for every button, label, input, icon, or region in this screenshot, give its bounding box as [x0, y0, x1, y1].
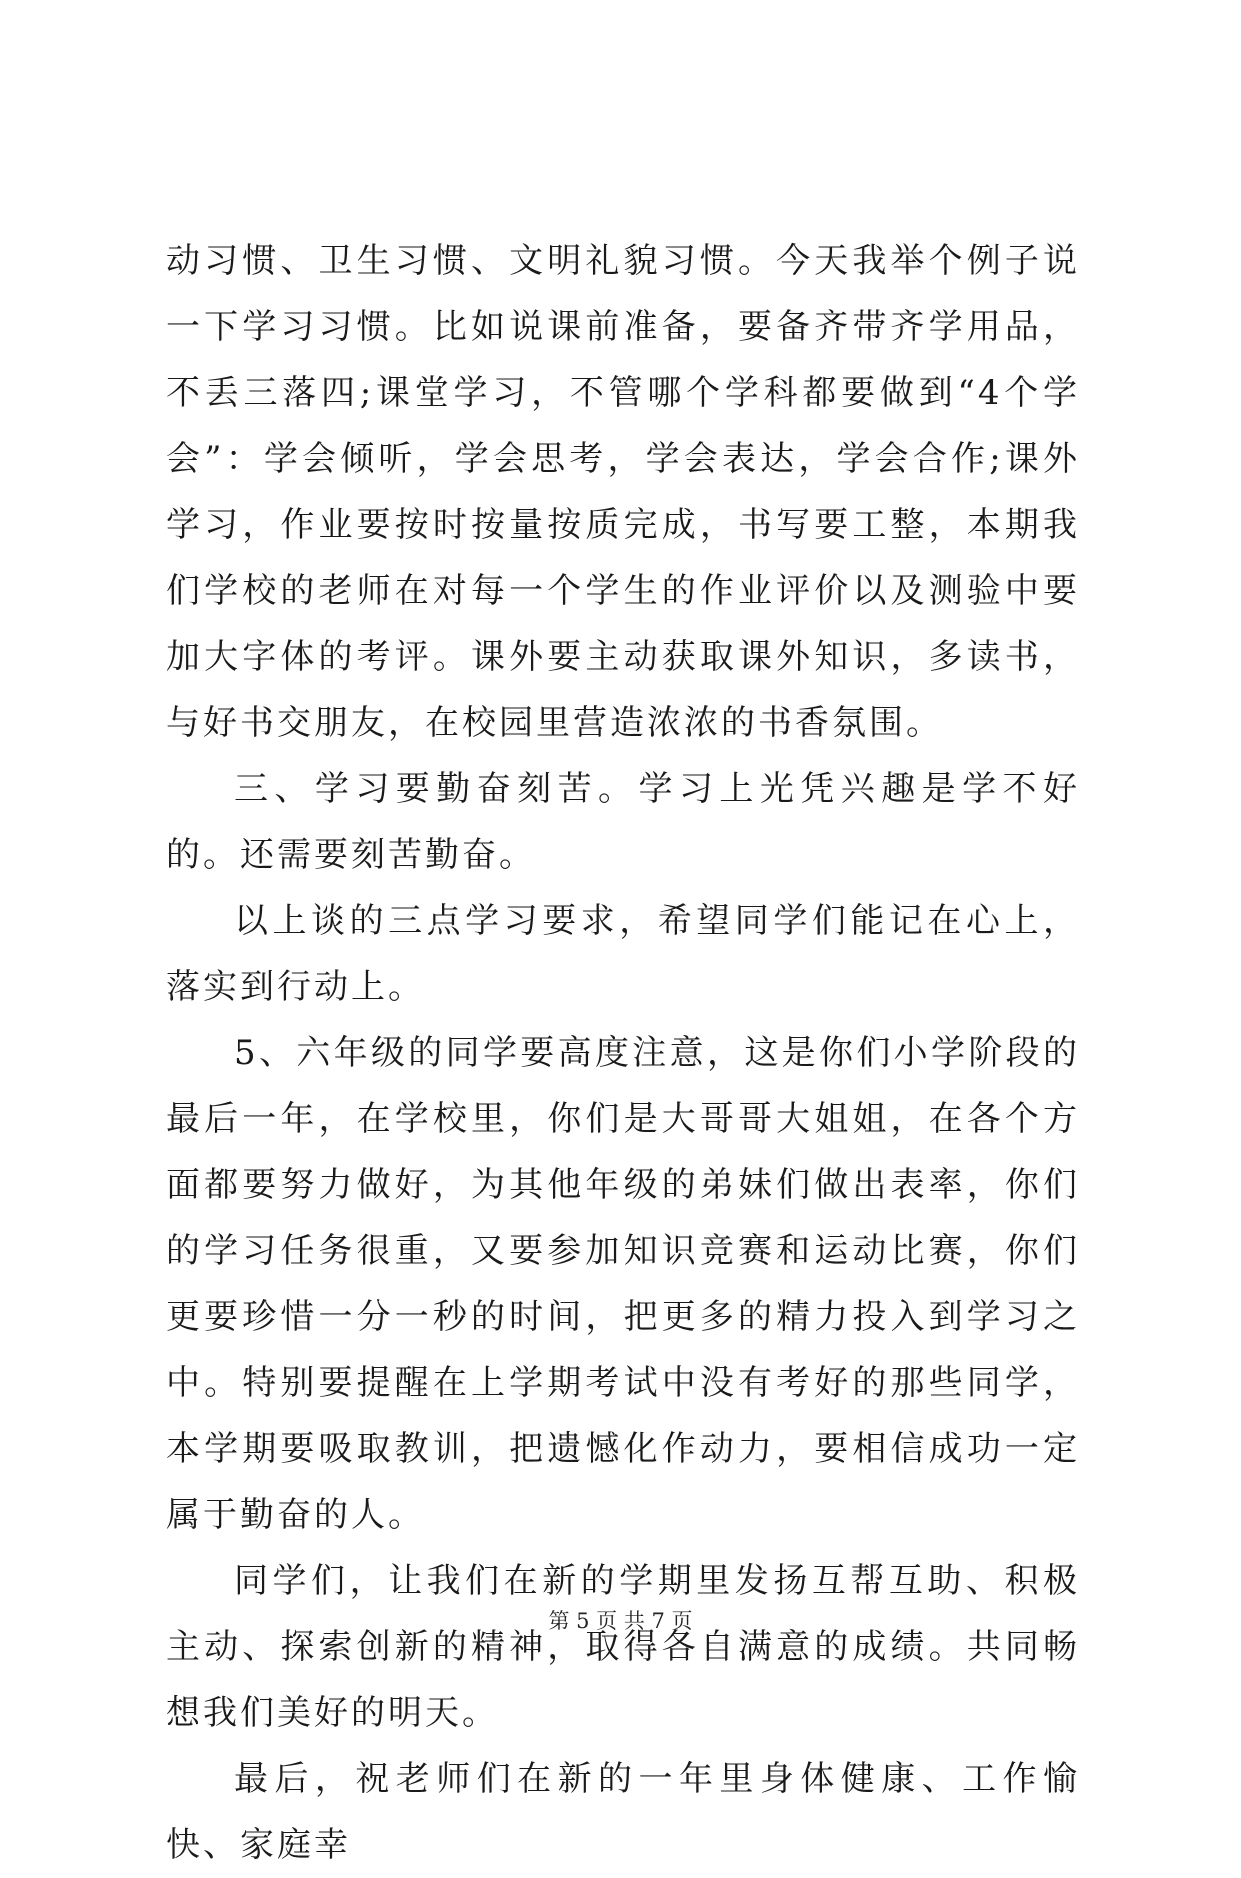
paragraph-1: 动习惯、卫生习惯、文明礼貌习惯。今天我举个例子说一下学习习惯。比如说课前准备，要备齐带齐学用品，不丢三落四;课堂学习，不管哪个学科都要做到“4个学会”：学会倾听，学会思考，学会表达，学会合作;课外学习，作业要按时按量按质完成，书写要工整，本期我们学校的老师在对每一个学生的作业评价以及测验中要加大字体的考评。课外要主动获取课外知识，多读书，与好书交朋友，在校园里营造浓浓的书香氛围。: [166, 241, 1080, 743]
paragraph-6: 最后，祝老师们在新的一年里身体健康、工作愉快、家庭幸: [166, 1759, 1080, 1865]
paragraph-3: 以上谈的三点学习要求，希望同学们能记在心上，落实到行动上。: [166, 901, 1080, 1007]
page-footer: [0, 1606, 1241, 1636]
paragraph-5: 同学们，让我们在新的学期里发扬互帮互助、积极主动、探索创新的精神，取得各自满意的成绩。共同畅想我们美好的明天。: [166, 1561, 1080, 1733]
paragraph-2: 三、学习要勤奋刻苦。学习上光凭兴趣是学不好的。还需要刻苦勤奋。: [166, 769, 1080, 875]
page-number-label: 第 5 页 共 7 页: [548, 1609, 693, 1633]
paragraph-4: 5、六年级的同学要高度注意，这是你们小学阶段的最后一年，在学校里，你们是大哥哥大姐姐，在各个方面都要努力做好，为其他年级的弟妹们做出表率，你们的学习任务很重，又要参加知识竞赛和运动比赛，你们更要珍惜一分一秒的时间，把更多的精力投入到学习之中。特别要提醒在上学期考试中没有考好的那些同学，本学期要吸取教训，把遗憾化作动力，要相信成功一定属于勤奋的人。: [166, 1033, 1080, 1535]
